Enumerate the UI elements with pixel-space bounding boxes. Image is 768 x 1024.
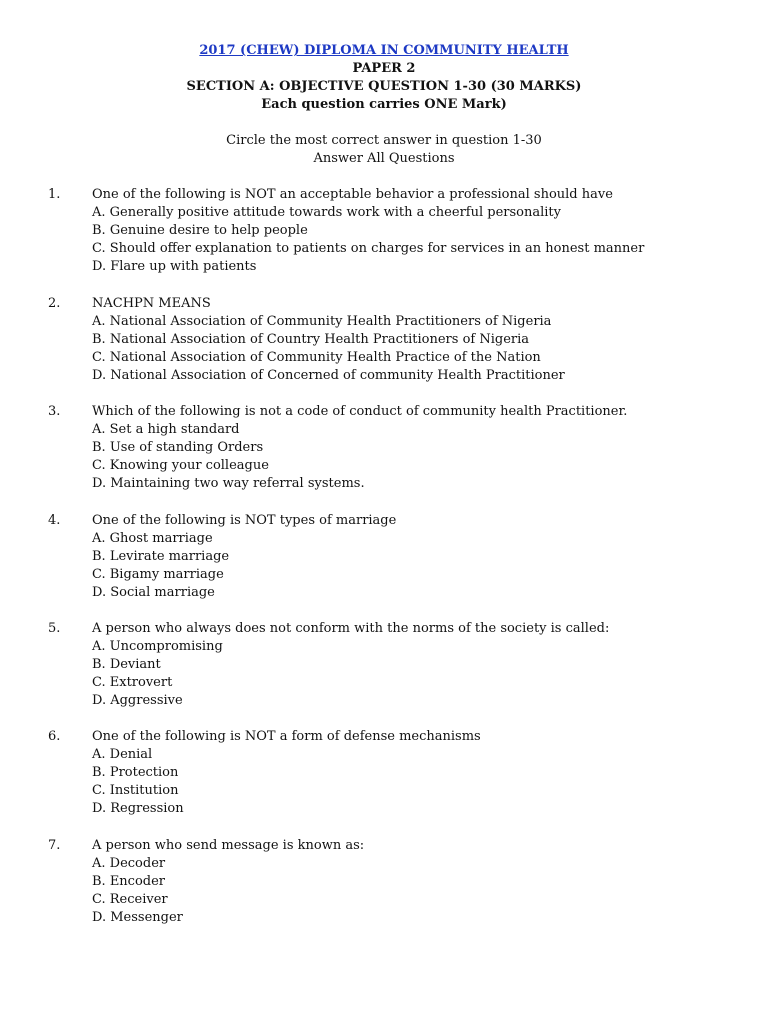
question-text: A person who always does not conform with the norms of the society is called:	[92, 621, 610, 636]
option-c[interactable]: C. Institution	[92, 783, 179, 798]
option-c[interactable]: C. Bigamy marriage	[92, 567, 224, 582]
question-text: One of the following is NOT an acceptable behavior a professional should have	[92, 187, 613, 202]
option-d[interactable]: D. Messenger	[92, 910, 183, 925]
question-number: 3.	[48, 404, 61, 419]
question-number: 1.	[48, 187, 61, 202]
paper-label: PAPER 2	[352, 61, 416, 76]
option-c[interactable]: C. National Association of Community Health Practice of the Nation	[92, 350, 541, 365]
option-d[interactable]: D. Social marriage	[92, 585, 215, 600]
option-a[interactable]: A. Denial	[92, 747, 153, 762]
option-b[interactable]: B. Genuine desire to help people	[92, 223, 308, 238]
question-text: One of the following is NOT a form of defense mechanisms	[92, 729, 481, 744]
option-b[interactable]: B. Protection	[92, 765, 179, 780]
question-text: NACHPN MEANS	[92, 296, 211, 311]
option-a[interactable]: A. Ghost marriage	[92, 531, 213, 546]
question-text: Which of the following is not a code of conduct of community health Practitioner.	[92, 404, 628, 419]
option-c[interactable]: C. Receiver	[92, 892, 168, 907]
question-number: 7.	[48, 838, 61, 853]
option-a[interactable]: A. Generally positive attitude towards work with a cheerful personality	[92, 205, 561, 220]
option-a[interactable]: A. National Association of Community Health Practitioners of Nigeria	[92, 314, 552, 329]
option-b[interactable]: B. Levirate marriage	[92, 549, 230, 564]
option-a[interactable]: A. Uncompromising	[92, 639, 223, 654]
question-number: 2.	[48, 296, 61, 311]
question-text: One of the following is NOT types of marriage	[92, 513, 397, 528]
question-text: A person who send message is known as:	[92, 838, 365, 853]
option-d[interactable]: D. Aggressive	[92, 693, 183, 708]
option-a[interactable]: A. Decoder	[92, 856, 166, 871]
question-number: 5.	[48, 621, 61, 636]
option-b[interactable]: B. Use of standing Orders	[92, 440, 264, 455]
section-heading: SECTION A: OBJECTIVE QUESTION 1-30 (30 MARKS)	[186, 79, 582, 94]
option-d[interactable]: D. Maintaining two way referral systems.	[92, 476, 365, 491]
option-b[interactable]: B. Deviant	[92, 657, 161, 672]
marks-note: Each question carries ONE Mark)	[261, 97, 507, 112]
option-d[interactable]: D. Flare up with patients	[92, 259, 257, 274]
question-number: 4.	[48, 513, 61, 528]
option-c[interactable]: C. Knowing your colleague	[92, 458, 269, 473]
document-title: 2017 (CHEW) DIPLOMA IN COMMUNITY HEALTH	[199, 43, 569, 58]
option-d[interactable]: D. Regression	[92, 801, 184, 816]
option-d[interactable]: D. National Association of Concerned of community Health Practitioner	[92, 368, 565, 383]
option-b[interactable]: B. National Association of Country Health Practitioners of Nigeria	[92, 332, 530, 347]
instruction-line-2: Answer All Questions	[313, 151, 455, 166]
question-number: 6.	[48, 729, 61, 744]
option-a[interactable]: A. Set a high standard	[92, 422, 240, 437]
option-c[interactable]: C. Should offer explanation to patients on charges for services in an honest manner	[92, 241, 645, 256]
option-b[interactable]: B. Encoder	[92, 874, 166, 889]
instruction-line-1: Circle the most correct answer in question 1-30	[226, 133, 542, 148]
option-c[interactable]: C. Extrovert	[92, 675, 173, 690]
